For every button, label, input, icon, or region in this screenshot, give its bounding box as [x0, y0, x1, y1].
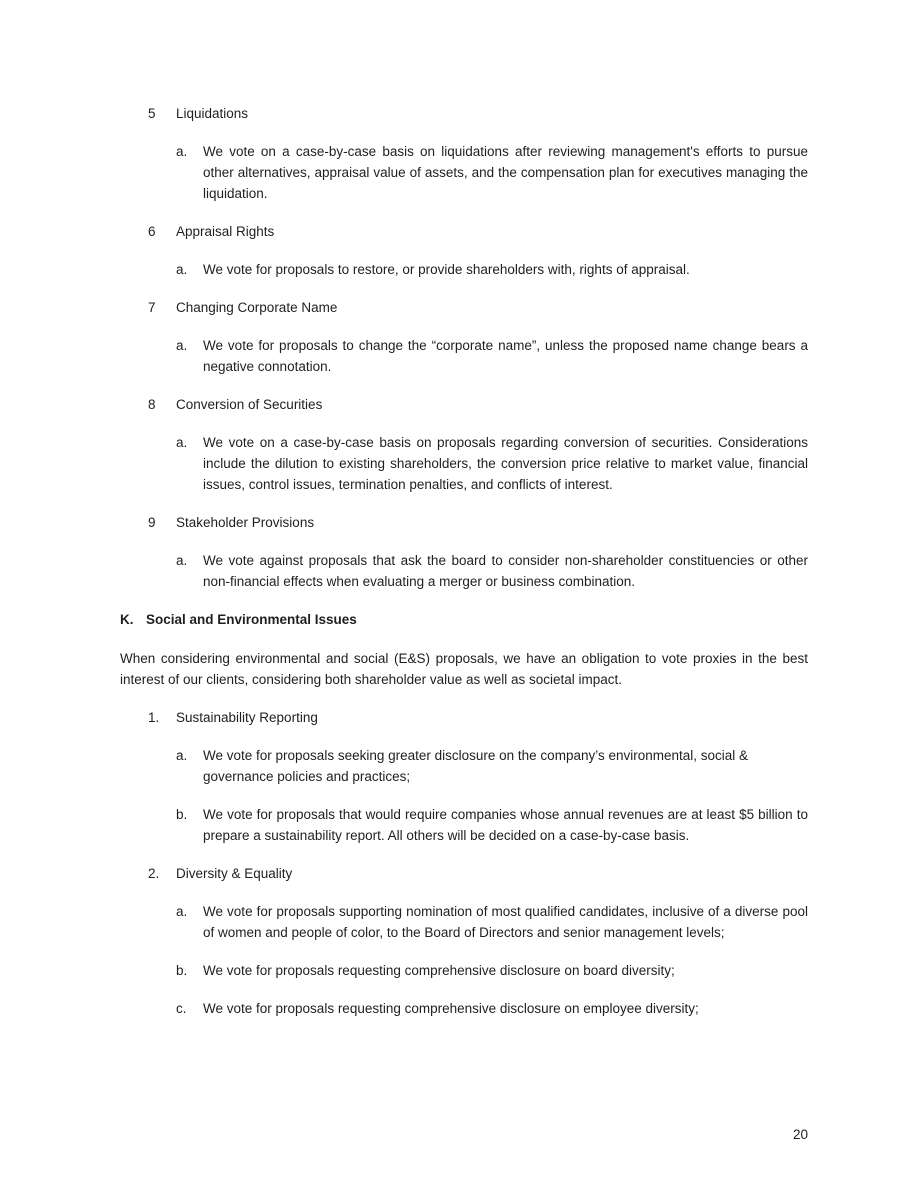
subitem-text: We vote on a case-by-case basis on proposals regarding conversion of securities. Considerations include the dilution to existing shareholders, the conversion price relative to market value, financial issues, control issues, termination penalties, and conflicts of interest.: [203, 435, 808, 492]
subitem-text: We vote on a case-by-case basis on liquidations after reviewing management's efforts to pursue other alternatives, appraisal value of assets, and the compensation plan for executives managing the liquidation.: [203, 144, 808, 201]
list-subitem: [120, 432, 808, 495]
item-title: Conversion of Securities: [176, 397, 323, 412]
list-item-heading: [120, 512, 808, 533]
page-number: 20: [792, 1127, 808, 1142]
subitem-label: b.: [176, 807, 188, 822]
item-title: Diversity & Equality: [176, 866, 293, 881]
list-item-heading: [120, 103, 808, 124]
list-subitem: [120, 960, 808, 981]
section-label: K.: [120, 612, 134, 627]
list-subitem: [120, 804, 808, 846]
list-subitem: [120, 335, 808, 377]
list-subitem: [120, 259, 808, 280]
list-subitem: [120, 745, 808, 787]
subitem-text: We vote against proposals that ask the board to consider non-shareholder constituencies or other non-financial effects when evaluating a merger or business combination.: [203, 553, 808, 589]
subitem-label: b.: [176, 963, 188, 978]
item-number: 5: [148, 106, 156, 121]
item-title: Stakeholder Provisions: [176, 515, 315, 530]
subitem-label: a.: [176, 435, 188, 450]
subitem-label: a.: [176, 553, 188, 568]
subitem-label: a.: [176, 262, 188, 277]
document-content: [120, 103, 808, 1036]
subitem-label: c.: [176, 1001, 187, 1016]
list-item-heading: [120, 707, 808, 728]
subitem-text: We vote for proposals supporting nomination of most qualified candidates, inclusive of a diverse pool of women and people of color, to the Board of Directors and senior management levels;: [203, 904, 808, 940]
list-subitem: [120, 141, 808, 204]
section-heading: [120, 609, 808, 630]
item-number: 1.: [148, 710, 160, 725]
subitem-text: We vote for proposals that would require companies whose annual revenues are at least $5 billion to prepare a sustainability report. All others will be decided on a case-by-case basis.: [203, 807, 808, 843]
subitem-label: a.: [176, 748, 188, 763]
item-title: Sustainability Reporting: [176, 710, 318, 725]
subitem-text: We vote for proposals requesting comprehensive disclosure on board diversity;: [203, 963, 675, 978]
item-title: Appraisal Rights: [176, 224, 275, 239]
item-number: 2.: [148, 866, 160, 881]
list-subitem: [120, 550, 808, 592]
subitem-text: We vote for proposals to restore, or provide shareholders with, rights of appraisal.: [203, 262, 690, 277]
list-item-heading: [120, 394, 808, 415]
subitem-text: We vote for proposals seeking greater disclosure on the company’s environmental, social & governance policies and practices;: [203, 748, 749, 784]
list-item-heading: [120, 863, 808, 884]
section-title: Social and Environmental Issues: [146, 612, 357, 627]
subitem-label: a.: [176, 144, 188, 159]
item-number: 9: [148, 515, 156, 530]
subitem-text: We vote for proposals requesting comprehensive disclosure on employee diversity;: [203, 1001, 699, 1016]
subitem-label: a.: [176, 904, 188, 919]
item-number: 6: [148, 224, 156, 239]
item-title: Changing Corporate Name: [176, 300, 338, 315]
list-subitem: [120, 901, 808, 943]
item-title: Liquidations: [176, 106, 249, 121]
list-subitem: [120, 998, 808, 1019]
list-item-heading: [120, 221, 808, 242]
section-intro-paragraph: When considering environmental and social (E&S) proposals, we have an obligation to vote proxies in the best interest of our clients, considering both shareholder value as well as societal impact.: [120, 651, 808, 687]
item-number: 8: [148, 397, 156, 412]
subitem-text: We vote for proposals to change the “corporate name”, unless the proposed name change bears a negative connotation.: [203, 338, 808, 374]
list-item-heading: [120, 297, 808, 318]
subitem-label: a.: [176, 338, 188, 353]
item-number: 7: [148, 300, 156, 315]
